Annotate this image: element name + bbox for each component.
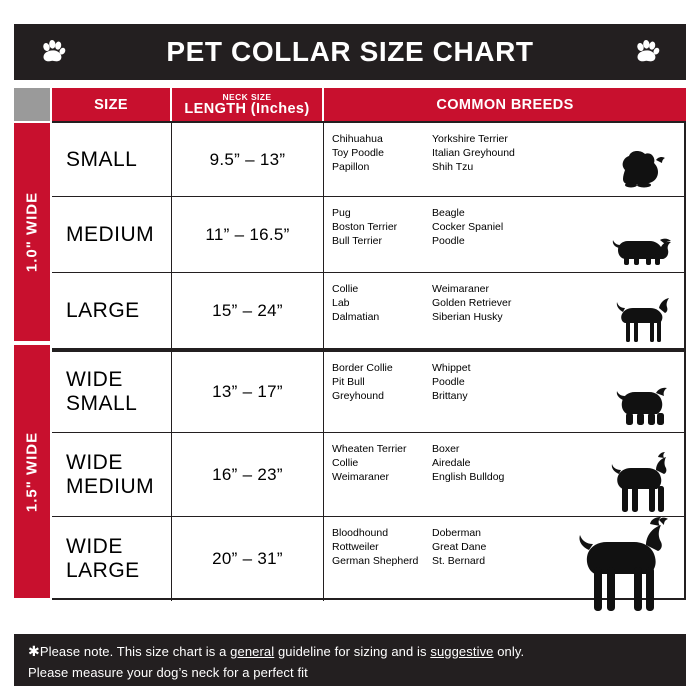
- cell-size: [52, 352, 172, 432]
- beagle-silhouette: [610, 224, 676, 266]
- breeds-column-1: [332, 442, 432, 485]
- breed-name: Weimaraner: [332, 471, 389, 484]
- breeds-column-2: [432, 526, 536, 569]
- size-chart-table: [14, 88, 686, 634]
- breed-name: Doberman: [432, 527, 482, 539]
- breed-name: Golden Retriever: [432, 297, 512, 310]
- breed-name: Chihuahua: [332, 133, 383, 145]
- breeds-column-2: [432, 206, 536, 249]
- cell-size-text: WIDE LARGE: [66, 535, 140, 582]
- cell-size: MEDIUM: [52, 197, 172, 272]
- breed-name: Dalmatian: [332, 311, 380, 324]
- page-title: PET COLLAR SIZE CHART: [166, 36, 534, 67]
- breed-name: Bloodhound: [332, 527, 389, 539]
- cell-length: 20” – 31”: [172, 517, 324, 601]
- breed-name: Airedale: [432, 457, 471, 470]
- footer-note: [14, 634, 686, 686]
- table-rows: [52, 121, 686, 600]
- cell-breeds: [324, 197, 684, 272]
- breed-name: Shih Tzu: [432, 161, 474, 174]
- footer-underline-general: general: [230, 644, 275, 659]
- breed-name: Poodle: [432, 376, 465, 389]
- bulldog-silhouette: [612, 380, 674, 426]
- footer-text-c: only.: [493, 644, 525, 659]
- breeds-column-1: [332, 282, 432, 325]
- breed-name: Boston Terrier: [332, 221, 398, 234]
- table-row: [52, 517, 684, 601]
- column-header-length: [172, 88, 324, 121]
- table-row: [52, 273, 684, 349]
- table-column-headers: [52, 88, 686, 121]
- column-header-common-breeds: COMMON BREEDS: [436, 96, 574, 113]
- cell-length: 15” – 24”: [172, 273, 324, 348]
- breed-name: English Bulldog: [432, 471, 505, 484]
- cell-size: [52, 517, 172, 601]
- breed-name: Boxer: [432, 443, 460, 455]
- breeds-column-2: [432, 132, 536, 175]
- breeds-column-2: [432, 282, 536, 325]
- breed-name: Weimaraner: [432, 283, 489, 295]
- breed-name: Whippet: [432, 362, 471, 374]
- breed-name: Italian Greyhound: [432, 147, 515, 160]
- breed-name: Great Dane: [432, 541, 487, 554]
- breed-name: German Shepherd: [332, 555, 419, 568]
- breeds-column-1: [332, 361, 432, 404]
- cell-breeds: [324, 123, 684, 196]
- doberman-silhouette: [564, 517, 680, 613]
- breed-name: Poodle: [432, 235, 465, 248]
- large-dog-silhouette: [610, 292, 674, 344]
- breed-name: Brittany: [432, 390, 468, 403]
- group-label-1-inch-wide: [14, 121, 52, 343]
- cell-size-text: WIDE SMALL: [66, 368, 138, 415]
- group-label-text: 1.5" WIDE: [23, 431, 41, 512]
- breeds-column-1: [332, 526, 432, 569]
- cell-size: LARGE: [52, 273, 172, 348]
- breed-name: Beagle: [432, 207, 465, 219]
- footer-note-line-2: Please measure your dog’s neck for a perfect fit: [28, 664, 308, 680]
- breed-name: Wheaten Terrier: [332, 443, 407, 455]
- breed-name: Collie: [332, 457, 359, 470]
- breed-name: Lab: [332, 297, 350, 310]
- cell-length: 11” – 16.5”: [172, 197, 324, 272]
- cell-length: 16” – 23”: [172, 433, 324, 516]
- paw-print-icon: [634, 39, 660, 65]
- breed-name: Cocker Spaniel: [432, 221, 504, 234]
- column-header-neck-size: NECK SIZE: [222, 91, 272, 102]
- small-fluffy-dog-silhouette: [616, 144, 672, 188]
- breed-name: Collie: [332, 283, 359, 295]
- table-row: [52, 197, 684, 273]
- paw-print-icon: [40, 39, 66, 65]
- table-row: [52, 433, 684, 517]
- table-row: [52, 349, 684, 433]
- cell-length: 13” – 17”: [172, 352, 324, 432]
- group-label-text: 1.0" WIDE: [23, 191, 41, 273]
- cell-breeds: [324, 433, 684, 516]
- cell-breeds: [324, 517, 684, 601]
- cell-length: 9.5” – 13”: [172, 123, 324, 196]
- breed-name: Yorkshire Terrier: [432, 133, 508, 145]
- breeds-column-1: [332, 206, 432, 249]
- breed-name: Papillon: [332, 161, 370, 174]
- chart-header: [14, 24, 686, 80]
- boxer-silhouette: [602, 452, 676, 514]
- cell-breeds: [324, 352, 684, 432]
- column-header-size: SIZE: [52, 88, 172, 121]
- breed-name: St. Bernard: [432, 555, 486, 568]
- table-row: [52, 123, 684, 197]
- breed-name: Rottweiler: [332, 541, 379, 554]
- footer-underline-suggestive: suggestive: [430, 644, 494, 659]
- breed-name: Pug: [332, 207, 351, 219]
- footer-note-line-1: [28, 641, 672, 663]
- breed-name: Pit Bull: [332, 376, 365, 389]
- cell-breeds: [324, 273, 684, 348]
- breeds-column-2: [432, 361, 536, 404]
- footer-text-a: Please note. This size chart is a: [39, 644, 231, 659]
- breed-name: Toy Poodle: [332, 147, 384, 160]
- group-label-1-5-inch-wide: [14, 343, 52, 600]
- asterisk-icon: ✱: [28, 643, 40, 659]
- cell-size-text: WIDE MEDIUM: [66, 450, 155, 498]
- footer-text-b: guideline for sizing and is: [274, 644, 431, 659]
- cell-size: [52, 433, 172, 516]
- breed-name: Bull Terrier: [332, 235, 382, 248]
- table-corner-cell: [14, 88, 52, 121]
- cell-size: SMALL: [52, 123, 172, 196]
- breed-name: Greyhound: [332, 390, 384, 403]
- column-header-length-label: LENGTH (Inches): [184, 101, 310, 117]
- breeds-column-2: [432, 442, 536, 485]
- breed-name: Border Collie: [332, 362, 393, 374]
- breed-name: Siberian Husky: [432, 311, 503, 324]
- breeds-column-1: [332, 132, 432, 175]
